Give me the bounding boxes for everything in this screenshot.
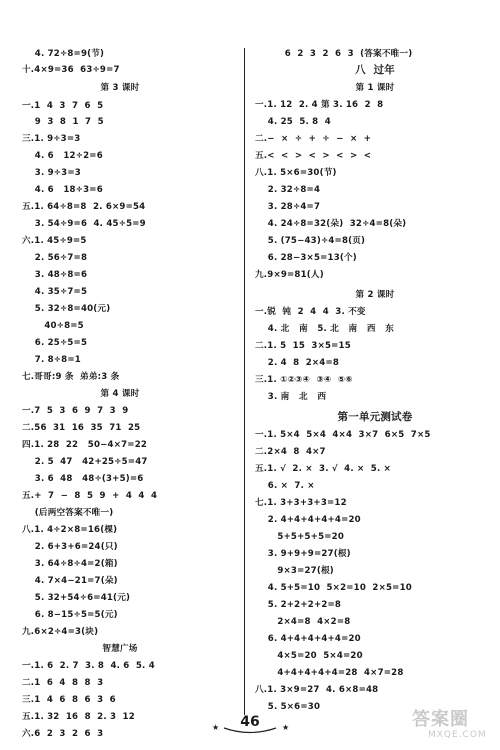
text-line: 一.1. 5×4 5×4 4×4 3×7 6×5 7×5 <box>255 430 431 440</box>
star-icon: ★ <box>212 723 220 732</box>
text-line: 五.1. √ 2. × 3. √ 4. × 5. × <box>255 464 392 474</box>
text-line: 5+5+5+5=20 <box>255 532 345 542</box>
text-line: 2×4=8 4×2=8 <box>255 617 351 627</box>
text-line: 4. 北 南 5. 北 南 西 东 <box>255 324 395 334</box>
text-line: 四.1. 28 22 50−4×7=22 <box>22 440 148 450</box>
text-line: 二.1 6 4 8 8 3 <box>22 678 104 688</box>
text-line: 2. 6+3+6=24(只) <box>22 542 118 552</box>
watermark-url: MXQE.COM <box>428 730 487 740</box>
text-line: 3. 6 48 48÷(3+5)=6 <box>22 474 144 484</box>
text-line: 二.2×4 8 4×7 <box>255 447 326 457</box>
text-line: 4×5=20 5×4=20 <box>255 651 363 661</box>
text-line: 3. 48÷8=6 <box>22 270 88 280</box>
text-line: 六.1. 45÷9=5 <box>22 236 87 246</box>
text-line: 三.1. ①②③④ ③④ ⑤⑥ <box>255 375 353 385</box>
watermark-logo: 答案圈 <box>412 709 469 730</box>
text-line: 3. 28÷4=7 <box>255 202 321 212</box>
text-line: 2. 56÷7=8 <box>22 253 88 263</box>
text-line: 6. × 7. × <box>255 481 315 491</box>
text-line: 4. 35÷7=5 <box>22 287 88 297</box>
text-line: 6. 28−3×5=13(个) <box>255 253 357 263</box>
text-line: 9 3 8 1 7 5 <box>22 117 104 127</box>
test-title: 第一单元测试卷 <box>337 411 413 423</box>
text-line: 2. 32÷8=4 <box>255 185 321 195</box>
text-line: 6 2 3 2 6 3 (答案不唯一) <box>272 49 413 59</box>
text-line: 一.1. 6 2. 7 3. 8 4. 6 5. 4 <box>22 661 155 671</box>
text-line: 一.7 5 3 6 9 7 3 9 <box>22 406 129 416</box>
unit-title: 八 过年 <box>355 64 395 76</box>
text-line: 一.1 4 3 7 6 5 <box>22 101 104 111</box>
text-line: 3. 54÷9=6 4. 45÷5=9 <box>22 219 146 229</box>
text-line: 五.1. 64÷8=8 2. 6×9=54 <box>22 202 146 212</box>
text-line: 4. 6 18÷3=6 <box>22 185 103 195</box>
text-line: 4. 24÷8=32(朵) 32÷4=8(朵) <box>255 219 407 229</box>
column-divider <box>244 48 245 715</box>
text-line: 五.+ 7 − 8 5 9 + 4 4 4 <box>22 491 158 501</box>
text-line: 七.哥哥:9 条 弟弟:3 条 <box>22 372 120 382</box>
text-line: 二.1. 5 15 3×5=15 <box>255 341 351 351</box>
text-line: 6. 25÷5=5 <box>22 338 88 348</box>
text-line: 6. 4+4+4+4+4=20 <box>255 634 361 644</box>
section-heading: 智慧广场 <box>102 644 138 654</box>
text-line: (后两空答案不唯一) <box>22 508 114 518</box>
text-line: 4+4+4+4+4=28 4×7=28 <box>255 668 404 678</box>
text-line: 三.1. 9÷3=3 <box>22 134 81 144</box>
page-number: 46 <box>240 714 260 730</box>
text-line: 4. 72÷8=9(节) <box>22 49 105 59</box>
text-line: 八.1. 3×9=27 4. 6×8=48 <box>255 685 379 695</box>
text-line: 一.1. 12 2. 4 第 3. 16 2 8 <box>255 100 384 110</box>
text-line: 4. 6 12÷2=6 <box>22 151 103 161</box>
section-heading: 第 2 课时 <box>355 290 395 300</box>
text-line: 3. 南 北 西 <box>255 392 327 402</box>
section-heading: 第 1 课时 <box>355 83 395 93</box>
text-line: 4. 25 5. 8 4 <box>255 117 331 127</box>
star-icon: ★ <box>282 723 290 732</box>
text-line: 三.1 4 6 8 6 3 6 <box>22 695 116 705</box>
text-line: 2. 4 8 2×4=8 <box>255 358 340 368</box>
text-line: 40÷8=5 <box>22 321 84 331</box>
section-heading: 第 4 课时 <box>100 389 140 399</box>
text-line: 7. 8÷8=1 <box>22 355 81 365</box>
text-line: 6. 8−15÷5=5(元) <box>22 610 118 620</box>
text-line: 9×3=27(根) <box>255 566 334 576</box>
text-line: 八.1. 5×6=30(节) <box>255 168 337 178</box>
text-line: 3. 9÷3=3 <box>22 168 81 178</box>
text-line: 3. 64÷8÷4=2(箱) <box>22 559 118 569</box>
text-line: 5. (75−43)÷4=8(页) <box>255 236 366 246</box>
swoosh-ornament <box>220 725 280 735</box>
text-line: 4. 7×4−21=7(朵) <box>22 576 118 586</box>
text-line: 五.1. 32 16 8 2. 3 12 <box>22 712 135 722</box>
text-line: 4. 5+5=10 5×2=10 2×5=10 <box>255 583 412 593</box>
text-line: 5. 2+2+2+2=8 <box>255 600 342 610</box>
text-line: 2. 5 47 42+25÷5=47 <box>22 457 148 467</box>
text-line: 七.1. 3+3+3+3=12 <box>255 498 347 508</box>
text-line: 六.6 2 3 2 6 3 <box>22 729 104 739</box>
text-line: 5. 32÷8=40(元) <box>22 304 111 314</box>
text-line: 二.56 31 16 35 71 25 <box>22 423 141 433</box>
text-line: 二.− × ÷ + ÷ − × + <box>255 134 372 144</box>
text-line: 5. 32+54÷6=41(元) <box>22 593 131 603</box>
text-line: 九.9×9=81(人) <box>255 270 324 280</box>
text-line: 五.< < > < > < > < <box>255 151 372 161</box>
section-heading: 第 3 课时 <box>100 83 140 93</box>
text-line: 3. 9+9+9=27(根) <box>255 549 351 559</box>
text-line: 九.6×2÷4=3(块) <box>22 627 99 637</box>
text-line: 八.1. 4÷2×8=16(棵) <box>22 525 118 535</box>
text-line: 十.4×9=36 63÷9=7 <box>22 65 120 75</box>
text-line: 5. 5×6=30 <box>255 702 321 712</box>
text-line: 一.锐 钝 2 4 4 3. 不变 <box>255 307 366 317</box>
text-line: 2. 4+4+4+4+4=20 <box>255 515 361 525</box>
